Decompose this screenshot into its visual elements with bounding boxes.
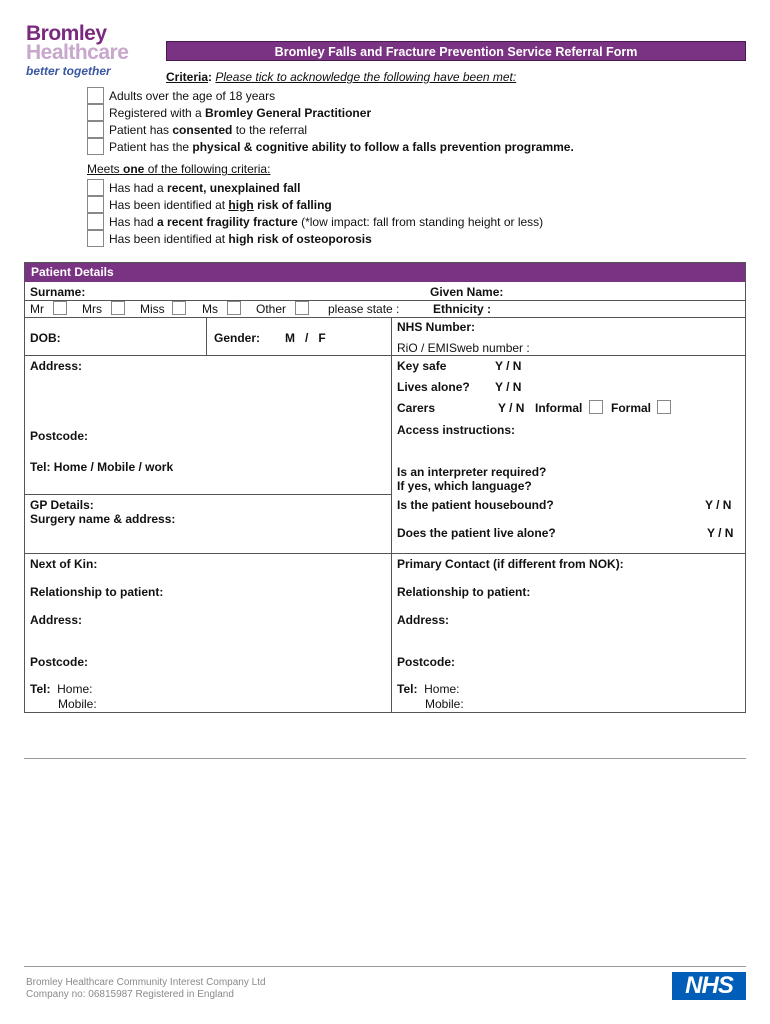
informal-label: Informal: [535, 401, 583, 415]
meets-pre: Meets: [87, 162, 124, 176]
nok-home-label: Home:: [57, 682, 93, 696]
footer: [26, 977, 266, 1001]
carers-yn[interactable]: Y / N: [498, 401, 525, 415]
logo-line-2: Healthcare: [26, 41, 129, 64]
patient-details-panel: [24, 262, 746, 713]
title-ms-checkbox[interactable]: [227, 301, 241, 315]
pc-tel-row: [397, 682, 459, 696]
title-mrs: Mrs: [82, 302, 102, 316]
given-name-label: Given Name:: [430, 285, 504, 299]
meets-text-bold: high risk of osteoporosis: [228, 231, 372, 246]
carers-label: Carers: [397, 401, 436, 415]
gender-options[interactable]: M / F: [285, 331, 326, 345]
divider: [25, 355, 745, 356]
pc-mobile-label: Mobile:: [425, 697, 464, 711]
nok-relationship-label: Relationship to patient:: [30, 585, 164, 599]
access-instructions-label: Access instructions:: [397, 423, 516, 437]
formal-label: Formal: [611, 401, 652, 415]
meets-checkbox[interactable]: [87, 179, 104, 196]
key-safe-yn[interactable]: Y / N: [495, 359, 522, 373]
surname-label: Surname:: [30, 285, 86, 299]
nok-address-label: Address:: [30, 613, 83, 627]
housebound-yn[interactable]: Y / N: [705, 498, 732, 512]
formal-checkbox[interactable]: [657, 400, 671, 414]
meets-item: [87, 196, 332, 213]
gender-label: Gender:: [214, 331, 261, 345]
housebound-label: Is the patient housebound?: [397, 498, 554, 512]
meets-checkbox[interactable]: [87, 213, 104, 230]
footer-line-1: Bromley Healthcare Community Interest Company Ltd: [26, 977, 266, 988]
meets-post: of the following criteria:: [144, 162, 271, 176]
divider: [24, 758, 746, 759]
meets-text-bold: risk of falling: [253, 197, 332, 212]
lives-alone-yn[interactable]: Y / N: [495, 380, 522, 394]
next-of-kin-label: Next of Kin:: [30, 557, 98, 571]
criteria-checkbox[interactable]: [87, 87, 104, 104]
rio-emis-label: RiO / EMISweb number :: [397, 341, 530, 355]
tel-label: Tel: Home / Mobile / work: [30, 460, 174, 474]
interpreter-label: Is an interpreter required?: [397, 465, 547, 479]
meets-checkbox[interactable]: [87, 196, 104, 213]
divider: [24, 966, 746, 967]
nok-tel-label: Tel:: [30, 682, 51, 696]
surgery-label: Surgery name & address:: [30, 512, 176, 526]
live-alone-label: Does the patient live alone?: [397, 526, 556, 540]
title-ms: Ms: [202, 302, 218, 316]
meets-item: [87, 213, 543, 230]
criteria-text: Adults over the age of 18 years: [109, 88, 276, 103]
divider: [25, 300, 745, 301]
please-state-label: please state :: [328, 302, 400, 316]
criteria-item: [87, 87, 275, 104]
title-miss-checkbox[interactable]: [172, 301, 186, 315]
divider: [25, 494, 391, 495]
meets-item: [87, 179, 300, 196]
divider: [391, 317, 392, 713]
meets-text: Has had: [109, 214, 158, 229]
criteria-item: [87, 121, 307, 138]
criteria-label: Criteria: [166, 70, 209, 84]
form-title: Bromley Falls and Fracture Prevention Service Referral Form: [166, 41, 746, 61]
meets-one: one: [123, 162, 145, 176]
meets-text-underlined: high: [228, 197, 254, 212]
pc-home-label: Home:: [424, 682, 460, 696]
logo-line-1: Bromley: [26, 22, 107, 45]
criteria-heading: [166, 70, 516, 84]
criteria-item: [87, 138, 574, 155]
nok-mobile-label: Mobile:: [58, 697, 97, 711]
criteria-colon: :: [208, 70, 213, 84]
bromley-healthcare-logo: [26, 22, 166, 82]
meets-checkbox[interactable]: [87, 230, 104, 247]
meets-text-post: (*low impact: fall from standing height or less): [297, 214, 544, 229]
lives-alone-label: Lives alone?: [397, 380, 470, 394]
meets-text: Has had a: [109, 180, 168, 195]
title-mr-checkbox[interactable]: [53, 301, 67, 315]
criteria-text-post: to the referral: [232, 122, 308, 137]
criteria-checkbox[interactable]: [87, 138, 104, 155]
dob-label: DOB:: [30, 331, 61, 345]
pc-tel-label: Tel:: [397, 682, 418, 696]
pc-address-label: Address:: [397, 613, 450, 627]
title-mr: Mr: [30, 302, 44, 316]
title-miss: Miss: [140, 302, 165, 316]
pc-relationship-label: Relationship to patient:: [397, 585, 531, 599]
nhs-logo: NHS: [672, 972, 746, 1000]
criteria-text-bold: consented: [172, 122, 233, 137]
divider: [25, 553, 745, 554]
criteria-item: [87, 104, 371, 121]
address-label: Address:: [30, 359, 83, 373]
title-other: Other: [256, 302, 287, 316]
divider: [206, 317, 207, 355]
logo-tagline: better together: [26, 64, 111, 78]
criteria-checkbox[interactable]: [87, 104, 104, 121]
meets-heading: [87, 162, 270, 176]
criteria-text: Registered with a: [109, 105, 206, 120]
language-label: If yes, which language?: [397, 479, 532, 493]
pc-postcode-label: Postcode:: [397, 655, 456, 669]
ethnicity-label: Ethnicity :: [433, 302, 492, 316]
nhs-number-label: NHS Number:: [397, 320, 476, 334]
meets-item: [87, 230, 372, 247]
criteria-text: Patient has: [109, 122, 173, 137]
criteria-text-bold: physical & cognitive ability to follow a falls prevention programme.: [192, 139, 574, 154]
divider: [25, 317, 745, 318]
criteria-text-bold: Bromley General Practitioner: [205, 105, 372, 120]
criteria-instruction: Please tick to acknowledge the following have been met:: [215, 70, 517, 84]
title-mrs-checkbox[interactable]: [111, 301, 125, 315]
primary-contact-label: Primary Contact (if different from NOK):: [397, 557, 624, 571]
criteria-checkbox[interactable]: [87, 121, 104, 138]
criteria-text: Patient has the: [109, 139, 193, 154]
informal-checkbox[interactable]: [589, 400, 603, 414]
meets-text: Has been identified at: [109, 231, 229, 246]
meets-text-bold: a recent fragility fracture: [157, 214, 298, 229]
live-alone-yn[interactable]: Y / N: [707, 526, 734, 540]
title-other-checkbox[interactable]: [295, 301, 309, 315]
patient-details-header: Patient Details: [25, 263, 745, 282]
footer-line-2: Company no: 06815987 Registered in England: [26, 989, 234, 1000]
meets-text: Has been identified at: [109, 197, 229, 212]
nok-postcode-label: Postcode:: [30, 655, 89, 669]
nok-tel-row: [30, 682, 92, 696]
gp-details-label: GP Details:: [30, 498, 94, 512]
meets-text-bold: recent, unexplained fall: [167, 180, 301, 195]
key-safe-label: Key safe: [397, 359, 447, 373]
postcode-label: Postcode:: [30, 429, 89, 443]
